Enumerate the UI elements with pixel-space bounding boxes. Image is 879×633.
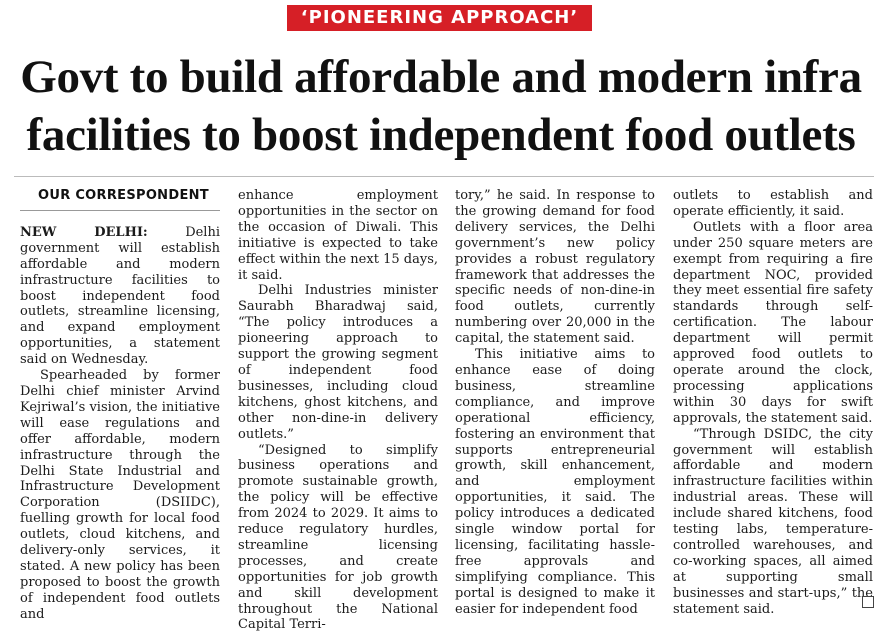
byline-divider — [20, 210, 220, 211]
paragraph-text: Delhi government will establish affordable and modern infrastructure facilities to boost independent food outlets, streamline licensing, and expand employment opportunities, a statement said on Wednesday. — [20, 225, 220, 367]
article-paragraph: “Designed to simplify business operations and promote sustainable growth, the policy will be effective from 2024 to 2029. It aims to reduce regulatory hurdles, streamline licensing processes, and create opportunities for job growth and skill development throughout the National Capital Terri- — [238, 443, 438, 633]
article-paragraph: Outlets with a floor area under 250 square meters are exempt from requiring a fire department NOC, provided they meet essential fire safety standards through self-certification. The labour department will permit approved food outlets to operate around the clock, processing applications within 30 days for swift approvals, the statement said. — [673, 220, 873, 427]
article-column-4 — [673, 188, 873, 617]
article-paragraph: enhance employment opportunities in the sector on the occasion of Diwali. This initiative is expected to take effect within the next 15 days, it said. — [238, 188, 438, 283]
article-column-3 — [455, 188, 655, 617]
article-paragraph: “Through DSIDC, the city government will establish affordable and modern infrastructure facilities within industrial areas. These will include shared kitchens, food testing labs, temperature-controlled warehouses, and co-working spaces, all aimed at supporting small businesses and start-ups,” the statement said. — [673, 427, 873, 618]
article-paragraph: Delhi Industries minister Saurabh Bharadwaj said, “The policy introduces a pioneering approach to support the growing segment of independent food businesses, including cloud kitchens, ghost kitchens, and other non-dine-in delivery outlets.” — [238, 283, 438, 442]
byline: OUR CORRESPONDENT — [38, 188, 220, 204]
article-paragraph — [20, 225, 220, 368]
headline-divider — [14, 176, 874, 177]
article-paragraph: This initiative aims to enhance ease of doing business, streamline compliance, and improve operational efficiency, fostering an environment that supports entrepreneurial growth, skill enhancement, and employment opportunities, it said. The policy introduces a dedicated single window portal for licensing, facilitating hassle-free approvals and simplifying compliance. This portal is designed to make it easier for independent food — [455, 347, 655, 617]
article-paragraph: tory,” he said. In response to the growing demand for food delivery services, the Delhi government’s new policy provides a robust regulatory framework that addresses the specific needs of non-dine-in food outlets, currently numbering over 20,000 in the capital, the statement said. — [455, 188, 655, 347]
kicker-label: ‘PIONEERING APPROACH’ — [287, 5, 592, 31]
article-column-1 — [20, 188, 220, 623]
article-column-2 — [238, 188, 438, 633]
kicker-container — [0, 5, 879, 31]
headline: Govt to build affordable and modern infra facilities to boost independent food outlets — [8, 48, 874, 164]
article-paragraph: Spearheaded by former Delhi chief minister Arvind Kejriwal’s vision, the initiative will ease regulations and offer affordable, modern infrastructure through the Delhi State Industrial and Infrastructure Development Corporation (DSIIDC), fuelling growth for local food outlets, cloud kitchens, and delivery-only services, it stated. A new policy has been proposed to boost the growth of independent food outlets and — [20, 368, 220, 623]
article-paragraph: outlets to establish and operate efficiently, it said. — [673, 188, 873, 220]
dateline: NEW DELHI: — [20, 225, 148, 240]
end-of-article-icon — [862, 596, 874, 608]
